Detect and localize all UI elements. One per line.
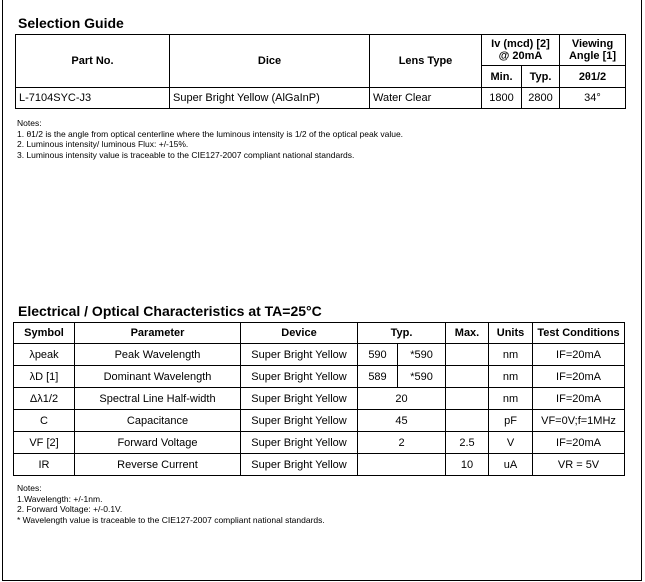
- cell-part-no: L-7104SYC-J3: [16, 88, 170, 109]
- header-dice: Dice: [170, 35, 370, 88]
- cell-device: Super Bright Yellow: [241, 454, 358, 476]
- header-viewing-line1: Viewing: [571, 38, 614, 50]
- cell-units: pF: [489, 410, 533, 432]
- header-theta: 2θ1/2: [560, 66, 626, 88]
- cell-max: [446, 410, 489, 432]
- cell-typ: 45: [358, 410, 446, 432]
- cell-conditions: VR = 5V: [533, 454, 625, 476]
- cell-device: Super Bright Yellow: [241, 432, 358, 454]
- cell-units: nm: [489, 366, 533, 388]
- cell-angle: 34°: [560, 88, 626, 109]
- note-line: 1. θ1/2 is the angle from optical centerline where the luminous intensity is 1/2 of the optical peak value.: [17, 128, 404, 139]
- table-row: [14, 410, 625, 432]
- cell-max: 2.5: [446, 432, 489, 454]
- cell-symbol: IR: [14, 454, 75, 476]
- cell-symbol: Δλ1/2: [14, 388, 75, 410]
- cell-symbol: VF [2]: [14, 432, 75, 454]
- cell-typ: 20: [358, 388, 446, 410]
- table-row: [14, 366, 625, 388]
- selection-guide-title: Selection Guide: [18, 15, 124, 31]
- cell-conditions: IF=20mA: [533, 344, 625, 366]
- cell-parameter: Peak Wavelength: [75, 344, 241, 366]
- cell-typ-a: 590: [358, 344, 398, 366]
- cell-min: 1800: [482, 88, 522, 109]
- cell-parameter: Capacitance: [75, 410, 241, 432]
- cell-typ: 2: [358, 432, 446, 454]
- header-test-conditions: Test Conditions: [533, 323, 625, 344]
- cell-typ-a: 589: [358, 366, 398, 388]
- header-parameter: Parameter: [75, 323, 241, 344]
- cell-units: uA: [489, 454, 533, 476]
- cell-device: Super Bright Yellow: [241, 344, 358, 366]
- cell-typ-b: *590: [398, 344, 446, 366]
- header-symbol: Symbol: [14, 323, 75, 344]
- cell-device: Super Bright Yellow: [241, 410, 358, 432]
- note-line: * Wavelength value is traceable to the CIE127-2007 compliant national standards.: [17, 514, 325, 525]
- header-viewing-line2: Angle [1]: [568, 50, 617, 62]
- table-row: [14, 388, 625, 410]
- cell-units: nm: [489, 388, 533, 410]
- note-line: 3. Luminous intensity value is traceable to the CIE127-2007 compliant national standards.: [17, 149, 355, 160]
- header-iv-line1: Iv (mcd) [2]: [491, 38, 550, 50]
- note-line: 2. Luminous intensity/ luminous Flux: +/-15%.: [17, 139, 189, 149]
- cell-units: V: [489, 432, 533, 454]
- cell-symbol: λpeak: [14, 344, 75, 366]
- cell-max: [446, 366, 489, 388]
- cell-typ: [358, 454, 446, 476]
- cell-symbol: λD [1]: [14, 366, 75, 388]
- cell-dice: Super Bright Yellow (AlGaInP): [170, 88, 370, 109]
- electrical-notes: [17, 483, 325, 525]
- header-lens-type: Lens Type: [370, 35, 482, 88]
- cell-conditions: IF=20mA: [533, 366, 625, 388]
- cell-parameter: Dominant Wavelength: [75, 366, 241, 388]
- cell-device: Super Bright Yellow: [241, 388, 358, 410]
- note-line: Notes:: [17, 483, 42, 493]
- header-units: Units: [489, 323, 533, 344]
- header-viewing-angle: [560, 35, 626, 66]
- cell-lens-type: Water Clear: [370, 88, 482, 109]
- header-part-no: Part No.: [16, 35, 170, 88]
- header-iv-line2: @ 20mA: [498, 50, 543, 62]
- cell-typ: 2800: [522, 88, 560, 109]
- header-device: Device: [241, 323, 358, 344]
- cell-parameter: Spectral Line Half-width: [75, 388, 241, 410]
- cell-max: [446, 344, 489, 366]
- cell-symbol: C: [14, 410, 75, 432]
- table-row: [14, 344, 625, 366]
- cell-parameter: Forward Voltage: [75, 432, 241, 454]
- header-iv: [482, 35, 560, 66]
- cell-parameter: Reverse Current: [75, 454, 241, 476]
- cell-max: 10: [446, 454, 489, 476]
- note-line: Notes:: [17, 118, 42, 128]
- cell-conditions: IF=20mA: [533, 432, 625, 454]
- table-row: [16, 88, 626, 109]
- cell-device: Super Bright Yellow: [241, 366, 358, 388]
- cell-conditions: VF=0V;f=1MHz: [533, 410, 625, 432]
- table-row: [14, 432, 625, 454]
- cell-typ-b: *590: [398, 366, 446, 388]
- header-typ: Typ.: [358, 323, 446, 344]
- selection-guide-table: [15, 34, 626, 109]
- electrical-title: Electrical / Optical Characteristics at TA=25°C: [18, 303, 322, 319]
- table-row: [14, 454, 625, 476]
- cell-max: [446, 388, 489, 410]
- cell-units: nm: [489, 344, 533, 366]
- electrical-table: [13, 322, 625, 476]
- note-line: 1.Wavelength: +/-1nm.: [17, 493, 103, 504]
- cell-conditions: IF=20mA: [533, 388, 625, 410]
- selection-notes: [17, 118, 403, 160]
- header-max: Max.: [446, 323, 489, 344]
- header-min: Min.: [482, 66, 522, 88]
- note-line: 2. Forward Voltage: +/-0.1V.: [17, 504, 123, 514]
- header-typ: Typ.: [522, 66, 560, 88]
